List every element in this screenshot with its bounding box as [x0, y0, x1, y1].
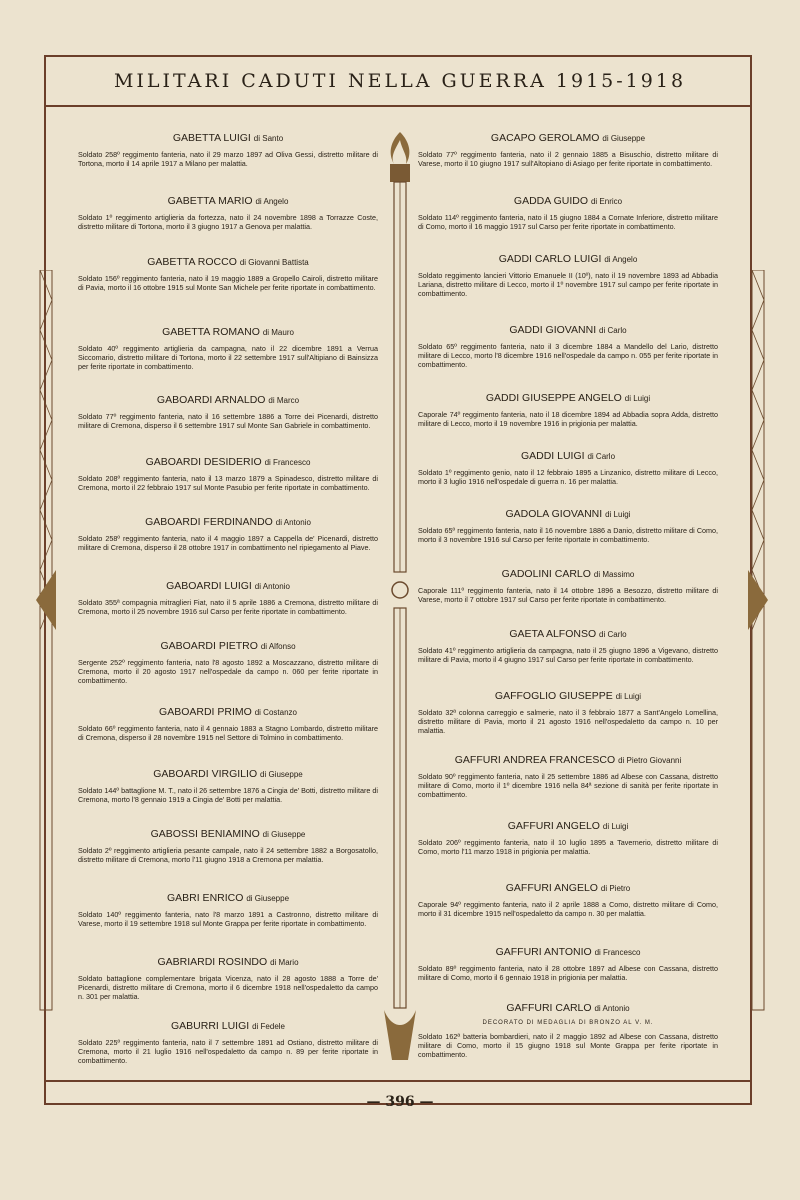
- entry-parent: di Luigi: [615, 692, 642, 701]
- entry-parent: di Antonio: [275, 518, 311, 527]
- header-rule: [44, 105, 752, 107]
- entry-parent: di Pietro Giovanni: [618, 756, 682, 765]
- entry-text: Soldato 65º reggimento fanteria, nato il 16 novembre 1886 a Danio, distretto militare di Como, morto il 3 novembre 1916 sul Carso per ferite riportate in combattimento.: [418, 526, 718, 544]
- entry-gabetta-mario: [78, 195, 378, 231]
- entry-gabetta-rocco: [78, 256, 378, 292]
- entry-text: Soldato 1º reggimento artiglieria da fortezza, nato il 24 novembre 1898 a Torrazze Coste, distretto militare di Tortona, morto il 3 giugno 1917 a Genova per malattia.: [78, 213, 378, 231]
- entry-gaboardi-desiderio: [78, 456, 378, 492]
- entry-parent: di Carlo: [599, 630, 627, 639]
- entry-name: GABRI ENRICO: [166, 892, 244, 904]
- entry-name: GAFFURI ANGELO: [507, 820, 600, 832]
- entry-name: GABOARDI PIETRO: [160, 640, 258, 652]
- entry-parent: di Luigi: [605, 510, 631, 519]
- entry-gaburri-luigi: [78, 1020, 378, 1065]
- entry-text: Soldato 206º reggimento fanteria, nato il 10 luglio 1895 a Tavernerio, distretto militare di Como, morto l'11 marzo 1918 in prigionia per malattia.: [418, 838, 718, 856]
- entry-gaboardi-primo: [78, 706, 378, 742]
- entry-gaboardi-luigi: [78, 580, 378, 616]
- entry-parent: di Alfonso: [260, 642, 296, 651]
- right-fasces-ornament: [746, 270, 770, 1020]
- entry-gabossi-beniamino: [78, 828, 378, 864]
- entry-gaeta-alfonso: [418, 628, 718, 664]
- entry-gadola-giovanni: [418, 508, 718, 544]
- entry-parent: di Giuseppe: [262, 830, 306, 839]
- entry-name: GABETTA ROMANO: [162, 326, 260, 338]
- entry-gaddi-carlo-luigi: [418, 253, 718, 298]
- entry-parent: di Pietro: [600, 884, 631, 893]
- entry-gaboardi-ferdinando: [78, 516, 378, 552]
- entry-parent: di Carlo: [587, 452, 616, 461]
- entry-name: GAFFURI ANTONIO: [495, 946, 592, 958]
- central-torch-ornament: [378, 130, 422, 1080]
- entry-text: Soldato 140º reggimento fanteria, nato l'8 marzo 1891 a Castronno, distretto militare di Varese, morto il 19 settembre 1918 sul Monte Grappa per ferite riportate in combattimento.: [78, 910, 378, 928]
- entry-text: Soldato 258º reggimento fanteria, nato il 4 maggio 1897 a Cappella de' Picenardi, distretto militare di Cremona, disperso il 28 ottobre 1917 in combattimento nel ripiegamento al Piave.: [78, 534, 378, 552]
- entry-text: Soldato 66º reggimento fanteria, nato il 4 gennaio 1883 a Stagno Lombardo, distretto militare di Cremona, disperso il 28 novembre 1915 nel Settore di Tolmino in combattimento.: [78, 724, 378, 742]
- entry-name: GADDA GUIDO: [513, 195, 589, 207]
- entry-parent: di Angelo: [604, 255, 638, 264]
- entry-text: Soldato battaglione complementare brigata Vicenza, nato il 28 agosto 1888 a Torre de' Picenardi, distretto militare di Cremona, morto il 6 dicembre 1918 nell'ospedaletto da campo n. 301 per malattia.: [78, 974, 378, 1001]
- left-fasces-ornament: [34, 270, 58, 1020]
- entry-name: GABOARDI ARNALDO: [156, 394, 266, 406]
- entry-name: GABRIARDI ROSINDO: [157, 956, 268, 968]
- entry-gaffuri-antonio: [418, 946, 718, 982]
- entry-text: Caporale 94º reggimento fanteria, nato il 2 aprile 1888 a Como, distretto militare di Como, morto il 31 dicembre 1915 nell'ospedaletto da campo n. 30 per malattia.: [418, 900, 718, 918]
- entry-parent: di Luigi: [602, 822, 629, 831]
- entry-parent: di Mauro: [262, 328, 294, 337]
- entry-parent: di Carlo: [599, 326, 627, 335]
- entry-text: Soldato 65º reggimento fanteria, nato il 3 dicembre 1884 a Mandello del Lario, distretto militare di Lecco, morto l'8 dicembre 1916 nell'ospedale da campo n. 055 per ferite riportate in combattimento.: [418, 342, 718, 369]
- entry-text: Soldato 162ª batteria bombardieri, nato il 2 maggio 1892 ad Albese con Cassana, distretto militare di Como, morto il 15 giugno 1918 sul Monte Grappa per ferite riportate in combattimento.: [418, 1032, 718, 1059]
- entry-gabetta-romano: [78, 326, 378, 371]
- entry-text: Soldato 77º reggimento fanteria, nato il 16 settembre 1886 a Torre dei Picenardi, distretto militare di Cremona, disperso il 6 settembre 1917 sul Monte San Gabriele in combattimento.: [78, 412, 378, 430]
- entry-name: GAFFURI ANGELO: [505, 882, 598, 894]
- entry-gacapo-gerolamo: [418, 132, 718, 168]
- entry-text: Soldato 41º reggimento artiglieria da campagna, nato il 25 giugno 1896 a Vigevano, distretto militare di Pavia, morto il 4 giugno 1917 sul Carso per ferite riportate in combattimento.: [418, 646, 718, 664]
- footer-rule: [44, 1080, 752, 1082]
- entry-name: GADDI CARLO LUIGI: [498, 253, 602, 265]
- entry-text: Soldato 225º reggimento fanteria, nato il 7 settembre 1891 ad Ostiano, distretto militare di Cremona, morto il 21 luglio 1916 nell'ospedaletto da campo n. 89 per ferite riportate in combattimento.: [78, 1038, 378, 1065]
- entry-name: GABOARDI FERDINANDO: [145, 516, 273, 528]
- entry-name: GABOARDI LUIGI: [166, 580, 252, 592]
- entry-text: Soldato 355ª compagnia mitraglieri Fiat, nato il 5 aprile 1886 a Cremona, distretto militare di Cremona, morto il 25 novembre 1916 sul Carso per ferite riportate in combattimento.: [78, 598, 378, 616]
- entry-text: Soldato 114º reggimento fanteria, nato il 15 giugno 1884 a Cornate Inferiore, distretto militare di Como, morto il 16 maggio 1917 sul Carso per ferite riportate in combattimento.: [418, 213, 718, 231]
- entry-gadda-guido: [418, 195, 718, 231]
- entry-decoration-note: DECORATO DI MEDAGLIA DI BRONZO AL V. M.: [482, 1020, 654, 1026]
- entry-gabri-enrico: [78, 892, 378, 928]
- entry-parent: di Fedele: [252, 1022, 286, 1031]
- entry-name: GAFFOGLIO GIUSEPPE: [494, 690, 613, 702]
- entry-name: GABOARDI PRIMO: [159, 706, 252, 718]
- page-number: — 396 —: [366, 1094, 434, 1110]
- entry-parent: di Enrico: [590, 197, 623, 206]
- entry-parent: di Massimo: [593, 570, 635, 579]
- entry-text: Soldato 77º reggimento fanteria, nato il 2 gennaio 1885 a Bisuschio, distretto militare di Varese, morto il 10 giugno 1917 sull'Altopiano di Asiago per ferite riportate in combattimento.: [418, 150, 718, 168]
- entry-parent: di Giuseppe: [246, 894, 290, 903]
- entry-parent: di Francesco: [594, 948, 641, 957]
- entry-gabetta-luigi: [78, 132, 378, 168]
- entry-parent: di Santo: [253, 134, 284, 143]
- entry-parent: di Giuseppe: [260, 770, 303, 779]
- entry-gaboardi-pietro: [78, 640, 378, 685]
- entry-text: Soldato reggimento lancieri Vittorio Emanuele II (10º), nato il 19 novembre 1893 ad Abbadia Lariana, distretto militare di Lecco, morto il 1º novembre 1917 sul campo per ferite riportate in combattimento.: [418, 271, 718, 298]
- page-header-title: MILITARI CADUTI NELLA GUERRA 1915-1918: [113, 70, 687, 92]
- entry-gaboardi-arnaldo: [78, 394, 378, 430]
- entry-parent: di Giuseppe: [602, 134, 646, 143]
- entry-name: GABOSSI BENIAMINO: [150, 828, 260, 840]
- entry-gaffuri-andrea-francesco: [418, 754, 718, 799]
- entry-gaddi-luigi: [418, 450, 718, 486]
- entry-gabriardi-rosindo: [78, 956, 378, 1001]
- entry-parent: di Angelo: [255, 197, 289, 206]
- entry-name: GADOLA GIOVANNI: [505, 508, 603, 520]
- entry-name: GADOLINI CARLO: [501, 568, 591, 580]
- entry-text: Soldato 90º reggimento fanteria, nato il 25 settembre 1886 ad Albese con Cassana, distretto militare di Como, morto il 1º dicembre 1916 nella 84ª sezione di sanità per ferite riportate in combattimento.: [418, 772, 718, 799]
- entry-name: GABETTA MARIO: [167, 195, 253, 207]
- entry-gadolini-carlo: [418, 568, 718, 604]
- entry-parent: di Marco: [268, 396, 300, 405]
- entry-text: Soldato 258º reggimento fanteria, nato il 29 marzo 1897 ad Oliva Gessi, distretto militare di Tortona, morto il 14 aprile 1917 a Milano per malattia.: [78, 150, 378, 168]
- entry-text: Soldato 208º reggimento fanteria, nato il 13 marzo 1879 a Spinadesco, distretto militare di Cremona, morto il 22 febbraio 1917 sul Monte Pasubio per ferite riportate in combattimento.: [78, 474, 378, 492]
- entry-text: Caporale 74º reggimento fanteria, nato il 18 dicembre 1894 ad Abbadia sopra Adda, distretto militare di Lecco, morto il 19 novembre 1916 in prigionia per malattia.: [418, 410, 718, 428]
- entry-name: GABOARDI VIRGILIO: [153, 768, 258, 780]
- entry-gaffuri-angelo-pietro: [418, 882, 718, 918]
- entry-name: GADDI GIOVANNI: [509, 324, 597, 336]
- entry-gaffoglio-giuseppe: [418, 690, 718, 735]
- entry-name: GAFFURI ANDREA FRANCESCO: [454, 754, 616, 766]
- entry-parent: di Luigi: [624, 394, 651, 403]
- entry-parent: di Mario: [270, 958, 299, 967]
- entry-name: GABETTA ROCCO: [147, 256, 237, 268]
- entry-gaddi-giovanni: [418, 324, 718, 369]
- entry-gaffuri-angelo-luigi: [418, 820, 718, 856]
- entry-text: Soldato 89º reggimento fanteria, nato il 28 ottobre 1897 ad Albese con Cassana, distretto militare di Como, morto il 6 gennaio 1918 in prigionia per malattia.: [418, 964, 718, 982]
- entry-name: GAFFURI CARLO: [506, 1002, 592, 1014]
- entry-name: GABETTA LUIGI: [172, 132, 251, 144]
- entry-name: GADDI LUIGI: [520, 450, 585, 462]
- entry-text: Soldato 1º reggimento genio, nato il 12 febbraio 1895 a Linzanico, distretto militare di Lecco, morto il 3 luglio 1916 nell'ospedale di guerra n. 16 per malattia.: [418, 468, 718, 486]
- entry-gaddi-giuseppe-angelo: [418, 392, 718, 428]
- entry-parent: di Francesco: [264, 458, 311, 467]
- entry-text: Soldato 32ª colonna carreggio e salmerie, nato il 3 febbraio 1877 a Sant'Angelo Lomellina, distretto militare di Pavia, morto il 21 agosto 1916 nell'ospedaletto da campo n. 10 per malattia.: [418, 708, 718, 735]
- entry-name: GABURRI LUIGI: [170, 1020, 250, 1032]
- entry-parent: di Antonio: [594, 1004, 630, 1013]
- entry-text: Soldato 40º reggimento artiglieria da campagna, nato il 22 dicembre 1891 a Verrua Siccomario, distretto militare di Tortona, morto il 22 settembre 1917 sull'Altipiano di Bainsizza per ferite riportate in combattimento.: [78, 344, 378, 371]
- entry-parent: di Giovanni Battista: [239, 258, 309, 267]
- entry-name: GACAPO GEROLAMO: [490, 132, 600, 144]
- entry-gaffuri-carlo: [418, 1002, 718, 1059]
- entry-name: GAETA ALFONSO: [509, 628, 597, 640]
- entry-text: Soldato 156º reggimento fanteria, nato il 19 maggio 1889 a Gropello Cairoli, distretto militare di Pavia, morto il 16 ottobre 1915 sul Monte San Michele per ferite riportate in combattimento.: [78, 274, 378, 292]
- entry-text: Caporale 111º reggimento fanteria, nato il 14 ottobre 1896 a Besozzo, distretto militare di Varese, morto il 7 ottobre 1917 sul Carso per ferite riportate in combattimento.: [418, 586, 718, 604]
- entry-parent: di Costanzo: [254, 708, 297, 717]
- entry-gaboardi-virgilio: [78, 768, 378, 804]
- entry-name: GABOARDI DESIDERIO: [145, 456, 262, 468]
- entry-text: Soldato 144º battaglione M. T., nato il 26 settembre 1876 a Cingia de' Botti, distretto militare di Cremona, morto l'8 gennaio 1919 a Cingia de' Botti per malattia.: [78, 786, 378, 804]
- entry-name: GADDI GIUSEPPE ANGELO: [485, 392, 622, 404]
- entry-parent: di Antonio: [254, 582, 290, 591]
- entry-text: Sergente 252º reggimento fanteria, nato l'8 agosto 1892 a Moscazzano, distretto militare di Cremona, morto il 20 agosto 1917 nell'ospedale da campo n. 060 per ferite riportate in combattimento.: [78, 658, 378, 685]
- entry-text: Soldato 2º reggimento artiglieria pesante campale, nato il 24 settembre 1882 a Borgosatollo, distretto militare di Cremona, morto l'11 giugno 1918 a Cremona per malattia.: [78, 846, 378, 864]
